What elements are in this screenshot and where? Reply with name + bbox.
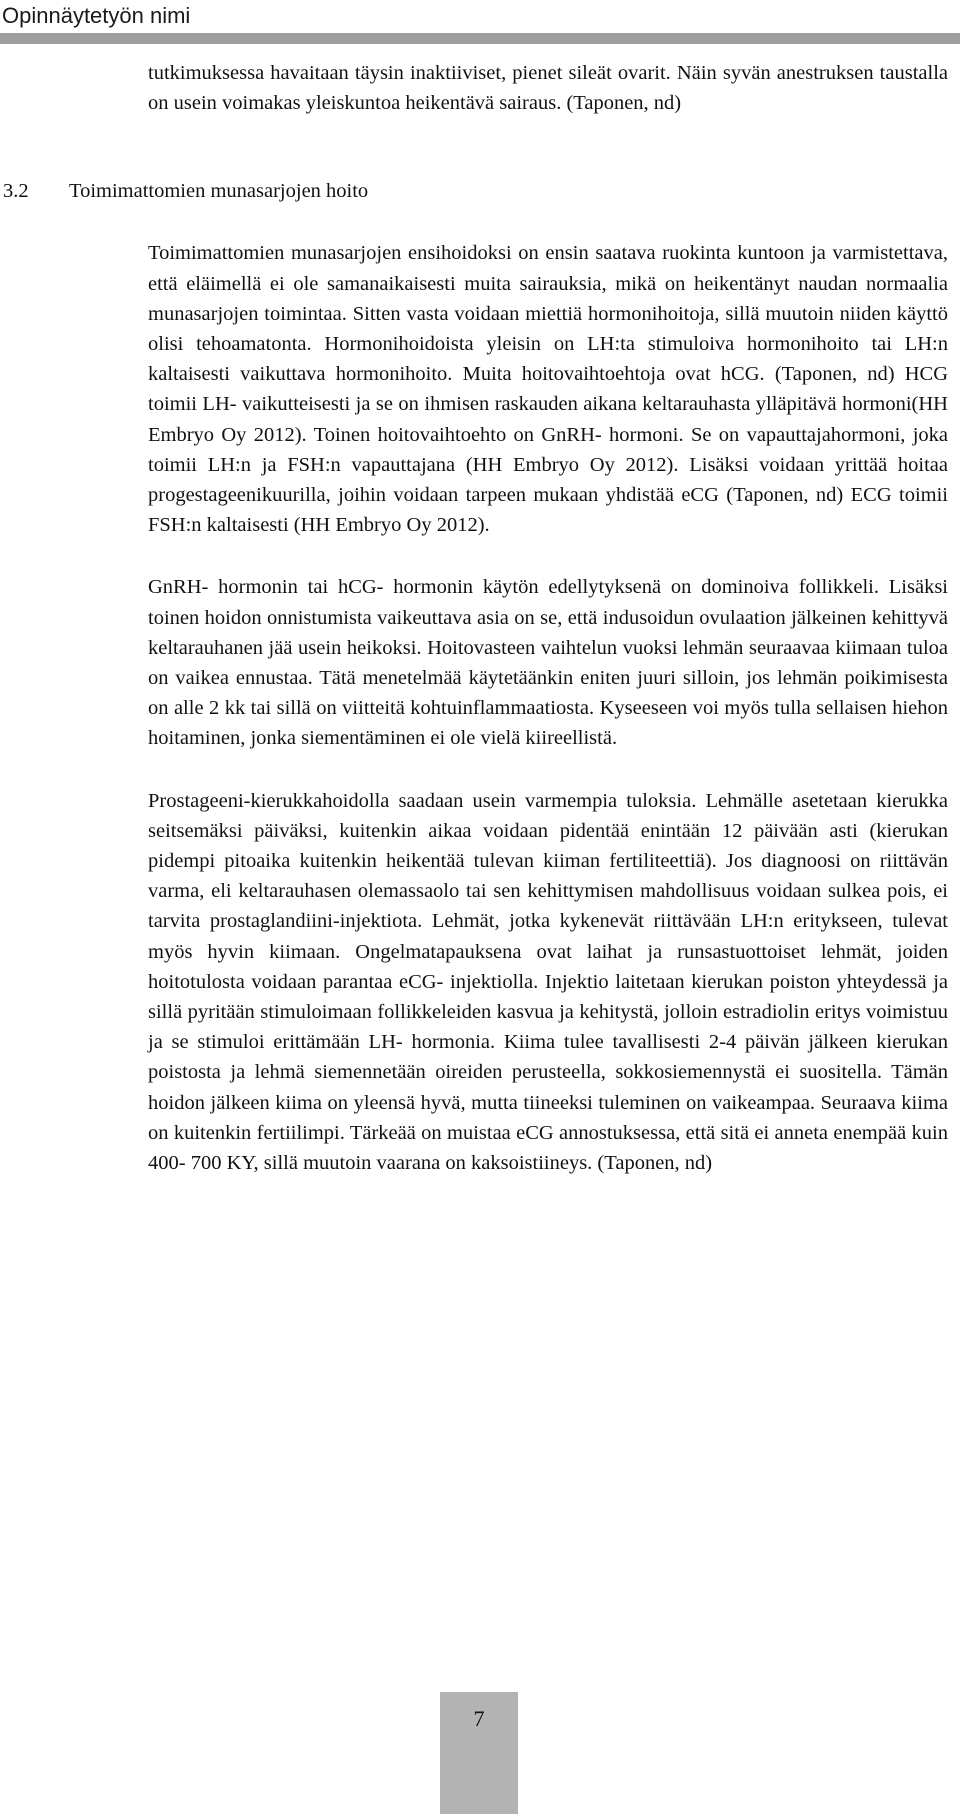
document-title: Opinnäytetyön nimi bbox=[2, 3, 191, 28]
section-number: 3.2 bbox=[3, 180, 29, 203]
header-rule bbox=[0, 33, 960, 44]
page-number: 7 bbox=[473, 1706, 485, 1731]
section-heading bbox=[3, 176, 948, 206]
body-paragraph: Toimimattomien munasarjojen ensihoidoksi on ensin saatava ruokinta kuntoon ja varmistettava, että eläimellä ei ole samanaikaisesti muita sairauksia, mikä on heikentänyt naudan normaalia munasarjojen toimintaa. Sitten vasta voidaan miettiä hormonihoitoja, sillä muutoin niiden käyttö olisi tehoamatonta. Hormonihoidoista yleisin on LH:ta stimuloiva hormonihoito tai LH:n kaltaisesti vaikuttava hormonihoito. Muita hoitovaihtoehtoja ovat hCG. (Taponen, nd) HCG toimii LH- vaikutteisesti ja se on ihmisen raskauden aikana keltarauhasta ylläpitävä hormoni(HH Embryo Oy 2012). Toinen hoitovaihtoehto on GnRH- hormoni. Se on vapauttajahormoni, joka toimii LH:n ja FSH:n vapauttajana (HH Embryo Oy 2012). Lisäksi voidaan yrittää hoitaa progestageenikuurilla, joihin voidaan tarpeen mukaan yhdistää eCG (Taponen, nd) ECG toimii FSH:n kaltaisesti (HH Embryo Oy 2012). bbox=[148, 242, 948, 537]
intro-paragraph: tutkimuksessa havaitaan täysin inaktiiviset, pienet sileät ovarit. Näin syvän anestruksen taustalla on usein voimakas yleiskuntoa heikentävä sairaus. (Taponen, nd) bbox=[148, 62, 948, 115]
page-content bbox=[3, 58, 948, 1178]
section-title: Toimimattomien munasarjojen hoito bbox=[69, 180, 369, 203]
running-header bbox=[0, 0, 960, 46]
body-paragraph: Prostageeni-kierukkahoidolla saadaan usein varmempia tuloksia. Lehmälle asetetaan kierukka seitsemäksi päiväksi, kuitenkin aikaa voidaan pidentää enintään 12 päivään asti (kierukan pidempi pitoaika kuitenkin heikentää tulevan kiiman fertiliteettiä). Jos diagnoosi on riittävän varma, eli keltarauhasen olemassaolo tai sen kehittymisen mahdollisuus voidaan sulkea pois, ei tarvita prostaglandiini-injektiota. Lehmät, jotka kykenevät riittävään LH:n eritykseen, tulevat myös hyvin kiimaan. Ongelmatapauksena ovat laihat ja runsastuottoiset lehmät, joiden hoitotulosta voidaan parantaa eCG- injektiolla. Injektio laitetaan kierukan poiston yhteydessä ja sillä pyritään stimuloimaan follikkeleiden kasvua ja kehitystä, jolloin estradiolin eritys voimistuu ja se stimuloi erittämään LH- hormonia. Kiima tulee tavallisesti 2-4 päivän jälkeen kierukan poistosta ja lehmä siemennetään oireiden perusteella, sokkosiemennystä ei suositella. Tämän hoidon jälkeen kiima on yleensä hyvä, mutta tiineeksi tuleminen on vaikeampaa. Seuraava kiima on kuitenkin fertiilimpi. Tärkeää on muistaa eCG annostuksessa, että sitä ei anneta enempää kuin 400- 700 KY, sillä muutoin vaarana on kaksoistiineys. (Taponen, nd) bbox=[148, 789, 948, 1175]
body-paragraph: GnRH- hormonin tai hCG- hormonin käytön edellytyksenä on dominoiva follikkeli. Lisäksi toinen hoidon onnistumista vaikeuttava asia on se, että indusoidun ovulaation jälkeinen kehittyvä keltarauhanen jää usein heikoksi. Hoitovasteen vaihtelun vuoksi lehmän seuraavaa kiimaan tuloa on vaikea ennustaa. Tätä menetelmää käytetäänkin eniten juuri silloin, jos lehmän poikimisesta on alle 2 kk tai sillä on viitteitä kohtuinflammaatiosta. Kyseeseen voi myös tulla sellaisen hiehon hoitaminen, jonka siementäminen ei ole vielä kiireellistä. bbox=[148, 576, 948, 750]
page-number-box bbox=[440, 1692, 518, 1814]
